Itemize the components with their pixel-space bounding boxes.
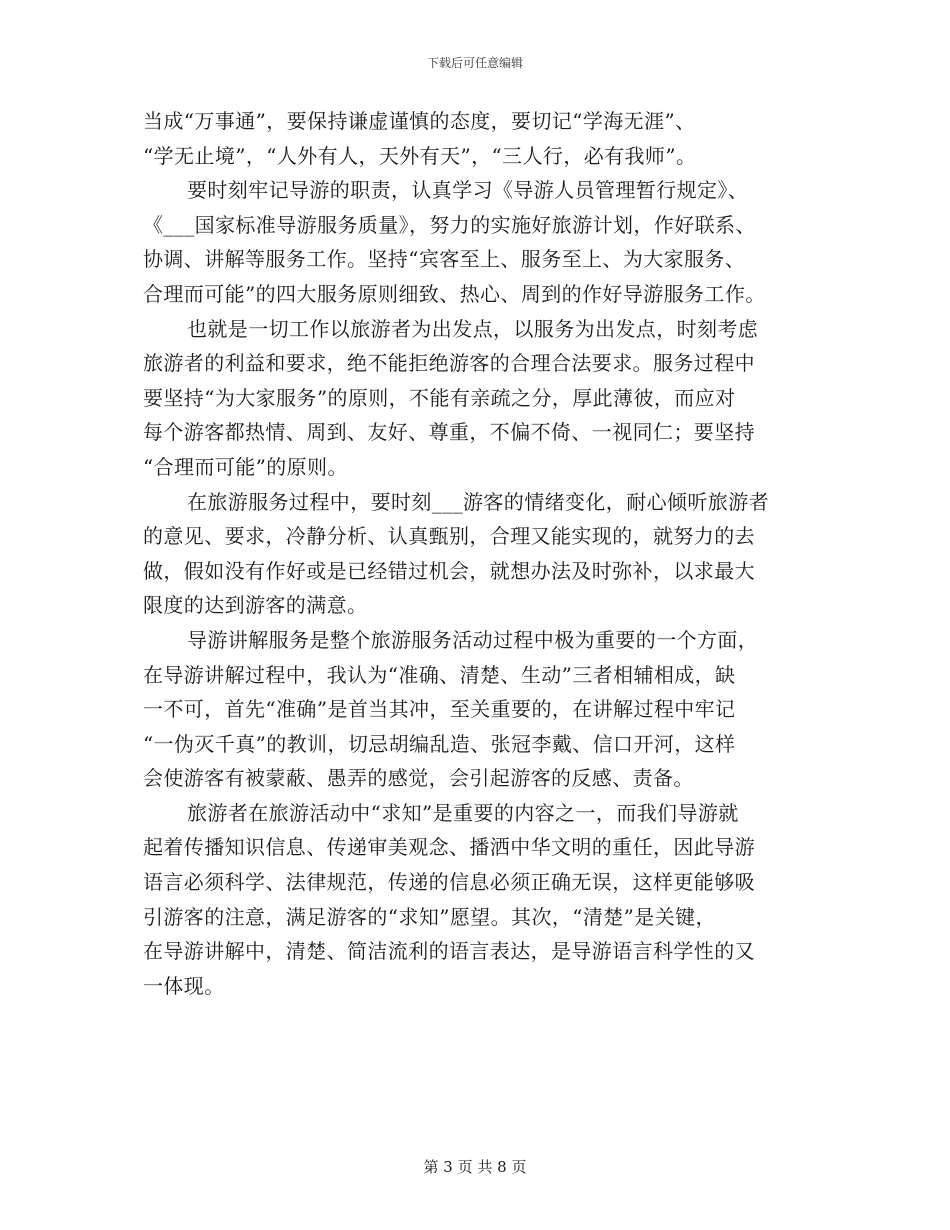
paragraph-start-line: 也就是一切工作以旅游者为出发点，以服务为出发点，时刻考虑 xyxy=(187,316,759,341)
paragraph-start-line: 导游讲解服务是整个旅游服务活动过程中极为重要的一个方面， xyxy=(187,627,759,652)
text-line: 做，假如没有作好或是已经错过机会，就想办法及时弥补，以求最大 xyxy=(143,558,755,583)
text-line: 引游客的注意，满足游客的“求知”愿望。其次，“清楚”是关键， xyxy=(143,904,716,929)
text-line: 当成“万事通”，要保持谦虚谨慎的态度，要切记“学海无涯”、 xyxy=(143,109,696,133)
text-line: 协调、讲解等服务工作。坚持“宾客至上、服务至上、为大家服务、 xyxy=(143,247,746,272)
text-line: 在导游讲解过程中，我认为“准确、清楚、生动”三者相辅相成，缺 xyxy=(143,662,736,687)
paragraph-start-line: 要时刻牢记导游的职责，认真学习《导游人员管理暂行规定》、 xyxy=(187,178,749,203)
text-line: 的意见、要求，冷静分析、认真甄别，合理又能实现的，就努力的去 xyxy=(143,524,755,549)
text-line: 会使游客有被蒙蔽、愚弄的感觉，会引起游客的反感、责备。 xyxy=(143,766,694,791)
page-footer: 第 3 页 共 8 页 xyxy=(423,1158,527,1176)
paragraph-start-line: 旅游者在旅游活动中“求知”是重要的内容之一，而我们导游就 xyxy=(187,800,739,825)
text-line: 起着传播知识信息、传递审美观念、播洒中华文明的重任，因此导游 xyxy=(143,835,755,860)
document-body xyxy=(143,104,811,1003)
text-line: 语言必须科学、法律规范，传递的信息必须正确无误，这样更能够吸 xyxy=(143,870,755,895)
text-line: 要坚持“为大家服务”的原则，不能有亲疏之分，厚此薄彼，而应对 xyxy=(143,385,736,410)
text-line: “合理而可能”的原则。 xyxy=(143,454,348,479)
paragraph-start-line: 在旅游服务过程中，要时刻___游客的情绪变化，耐心倾听旅游者 xyxy=(187,489,769,514)
page-header: 下载后可任意编辑 xyxy=(426,56,523,70)
text-line: 一不可，首先“准确”是首当其冲，至关重要的，在讲解过程中牢记 xyxy=(143,697,736,722)
text-line: 《___国家标准导游服务质量》，努力的实施好旅游计划，作好联系、 xyxy=(143,212,756,237)
text-line: “学无止境”，“人外有人，天外有天”，“三人行，必有我师”。 xyxy=(143,143,697,168)
text-line: 一体现。 xyxy=(143,973,225,998)
text-line: 合理而可能”的四大服务原则细致、热心、周到的作好导游服务工作。 xyxy=(143,281,766,306)
text-line: 限度的达到游客的满意。 xyxy=(143,593,368,618)
text-line: 旅游者的利益和要求，绝不能拒绝游客的合理合法要求。服务过程中 xyxy=(143,351,755,376)
text-line: “一伪灭千真”的教训，切忌胡编乱造、张冠李戴、信口开河，这样 xyxy=(143,731,736,756)
text-line: 在导游讲解中，清楚、简洁流利的语言表达，是导游语言科学性的又 xyxy=(143,939,755,964)
text-line: 每个游客都热情、周到、友好、尊重，不偏不倚、一视同仁；要坚持 xyxy=(143,420,755,445)
